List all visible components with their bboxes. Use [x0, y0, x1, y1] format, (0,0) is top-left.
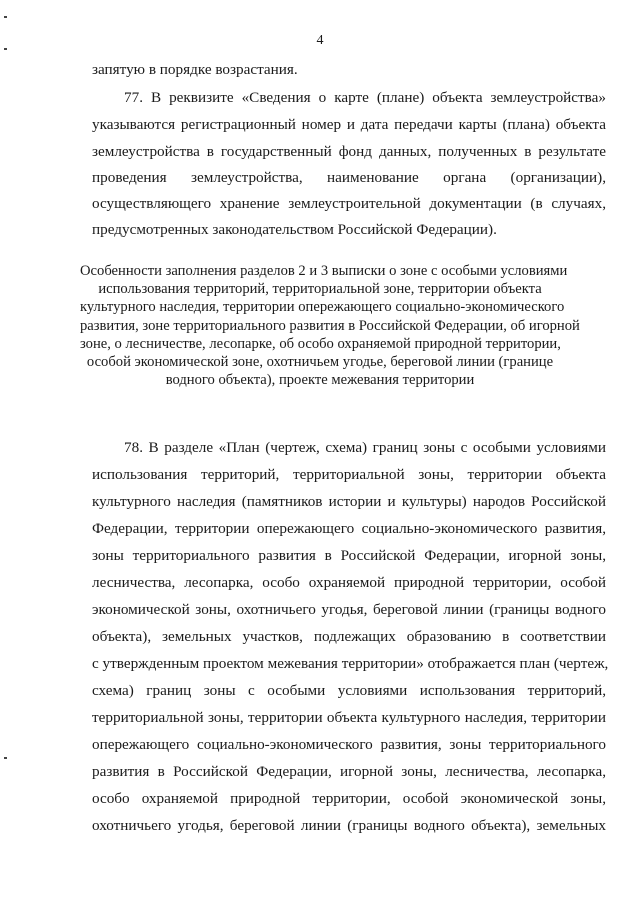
margin-mark [4, 16, 7, 18]
heading-line: Особенности заполнения разделов 2 и 3 выписки о зоне с особыми условиями [80, 263, 568, 279]
text-line: особо охраняемой природной территории, особой экономической зоны, [92, 790, 606, 807]
text-line: использования территорий, территориальной зоны, территории объекта [92, 466, 606, 483]
heading-line: особой экономической зоне, охотничьем угодье, береговой линии (границе [86, 354, 554, 371]
text-line: лесничества, лесопарка, особо охраняемой природной территории, особой [92, 574, 606, 591]
text-line: Федерации, территории опережающего социально-экономического развития, [92, 520, 606, 537]
text-line: объекта), земельных участков, подлежащих образованию в соответствии [92, 628, 606, 645]
text-line: культурного наследия (памятников истории и культуры) народов Российской [92, 493, 606, 510]
heading-line: культурного наследия, территории опережающего социально-экономического [80, 299, 565, 316]
text-line: 78. В разделе «План (чертеж, схема) границ зоны с особыми условиями [124, 439, 606, 456]
text-line: опережающего социально-экономического развития, зоны территориального [92, 736, 606, 753]
text-line: землеустройства в государственный фонд данных, полученных в результате [92, 143, 606, 160]
text-line: охотничьего угодья, береговой линии (границы водного объекта), земельных [92, 817, 606, 834]
text-line: предусмотренных законодательством Российской Федерации). [92, 221, 497, 238]
text-line: развития в Российской Федерации, игорной зоны, лесничества, лесопарка, [92, 763, 606, 780]
text-line: схема) границ зоны с особыми условиями использования территорий, [92, 682, 606, 699]
text-line: экономической зоны, охотничьего угодья, береговой линии (границы водного [92, 601, 606, 618]
margin-mark [4, 757, 7, 759]
heading-line: водного объекта), проекте межевания территории [165, 372, 475, 389]
text-line: указываются регистрационный номер и дата передачи карты (плана) объекта [92, 116, 606, 133]
text-line: проведения землеустройства, наименование органа (организации), [92, 169, 606, 186]
section-heading [80, 262, 580, 389]
text-line: территориальной зоны, территории объекта культурного наследия, территории [92, 709, 606, 726]
heading-line: зоне, о лесничестве, лесопарке, об особо охраняемой природной территории, [80, 335, 561, 352]
text-line: 77. В реквизите «Сведения о карте (плане) объекта землеустройства» [124, 89, 606, 106]
text-line: запятую в порядке возрастания. [92, 61, 298, 78]
text-line: с утвержденным проектом межевания территории» отображается план (чертеж, [92, 655, 609, 672]
text-line: осуществляющего хранение землеустроительной документации (в случаях, [92, 195, 606, 212]
page-number: 4 [316, 33, 324, 48]
heading-line: использования территорий, территориальной зоне, территории объекта [98, 281, 542, 298]
text-line: зоны территориального развития в Российской Федерации, игорной зоны, [92, 547, 606, 564]
heading-line: развития, зоне территориального развития в Российской Федерации, об игорной [80, 317, 580, 334]
